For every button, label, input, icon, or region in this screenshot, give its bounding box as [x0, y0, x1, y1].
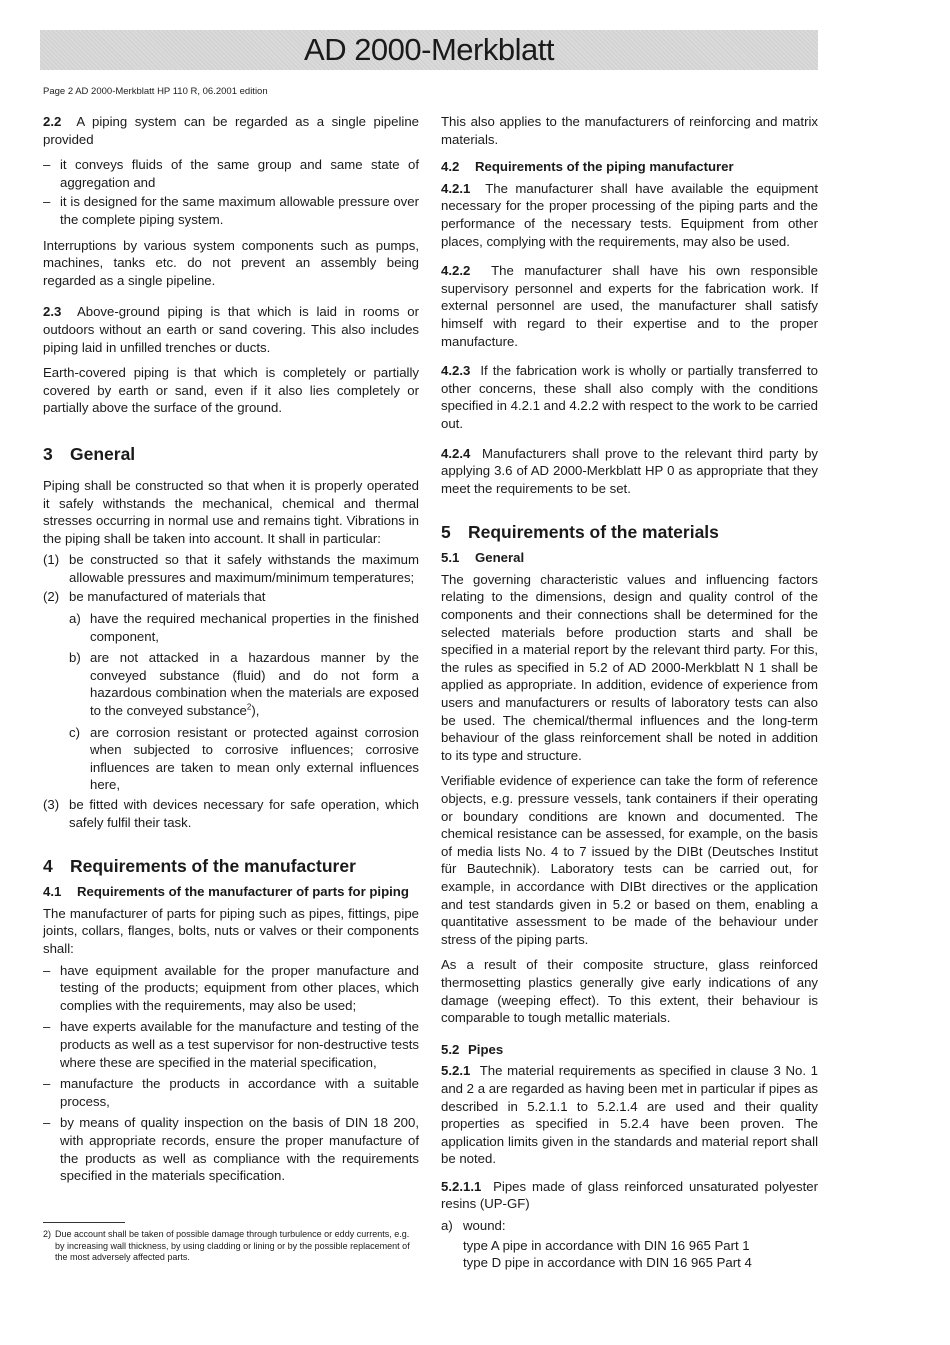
- item-marker: (3): [43, 797, 60, 812]
- pipe-type-line: type D pipe in accordance with DIN 16 965 Part 4: [463, 1255, 752, 1271]
- section-number: 3: [43, 443, 53, 464]
- section-heading-3: [43, 443, 419, 465]
- document-title: AD 2000-Merkblatt: [304, 32, 554, 67]
- clause-text: Above-ground piping is that which is laid in rooms or outdoors without an earth or sand covering. This also includes piping laid in unfilled trenches or ducts.: [43, 304, 420, 355]
- subsection-title: Requirements of the manufacturer of parts for piping: [77, 884, 409, 900]
- item-marker: b): [69, 650, 81, 666]
- subsection-number: 5.2: [441, 1041, 460, 1057]
- section-title: Requirements of the manufacturer: [70, 856, 356, 877]
- clause-5-2-1-1: [441, 1178, 818, 1213]
- list-item: [43, 962, 419, 1015]
- clause-2-2: [43, 113, 419, 148]
- clause-text: A piping system can be regarded as a single pipeline provided: [43, 114, 420, 147]
- clause-number: 4.2.3: [441, 363, 471, 379]
- item-text: be fitted with devices necessary for safe operation, which safely fulfil their task.: [69, 797, 419, 830]
- pipe-type-line: type A pipe in accordance with DIN 16 965 Part 1: [463, 1237, 750, 1253]
- clause-text: The material requirements as specified in clause 3 No. 1 and 2 a are regarded as having been met in particular if pipes as described in 5.2.1.1 to 5.2.1.4 are used and their quality properties as specified in 5.2.4 have been proven. The application limits given in the standards and material report shall be noted.: [441, 1063, 818, 1167]
- right-column: [441, 113, 818, 1272]
- paragraph: Interruptions by various system components such as pumps, machines, tanks etc. do not prevent an assembly being regarded as a single pipeline.: [43, 237, 419, 288]
- list-item-text: it conveys fluids of the same group and same state of aggregation and: [60, 157, 419, 190]
- clause-number: 4.2.2: [441, 263, 471, 279]
- dash-marker: –: [43, 1115, 51, 1131]
- dash-marker: –: [43, 157, 51, 173]
- paragraph: This also applies to the manufacturers of reinforcing and matrix materials.: [441, 114, 818, 147]
- item-text-end: ),: [251, 703, 260, 719]
- header-banner: [40, 30, 818, 70]
- footnote-ref: 2: [246, 702, 252, 712]
- clause-text: Pipes made of glass reinforced unsaturated polyester resins (UP-GF): [441, 1178, 818, 1212]
- dash-marker: –: [43, 1076, 51, 1092]
- item-text: are corrosion resistant or protected against corrosion when subjected to corrosive influences; corrosive influences are taken to mean only external influences here,: [90, 724, 419, 793]
- paragraph: The manufacturer of parts for piping such as pipes, fittings, pipe joints, collars, flanges, bolts, nuts or valves or their components shall:: [43, 905, 419, 956]
- numbered-item: [43, 796, 419, 831]
- item-text: have the required mechanical properties in the finished component,: [90, 611, 419, 644]
- section-heading-5: [441, 521, 818, 543]
- item-marker: c): [69, 724, 80, 740]
- numbered-item: [43, 551, 419, 586]
- left-column: [43, 113, 419, 1187]
- paragraph: Verifiable evidence of experience can take the form of reference objects, e.g. pressure vessels, tank containers if their operating or boundary conditions are known and documented. The chemical resistance can be assessed, for example, on the basis of media lists No. 4 to 7 issued by the DIBt (Deutsches Institut für Bautechnik). Laboratory tests can be carried out, for example, in accordance with DIBt directives or the application and test standards given in 5.2 or based on them, enabling a quantitative assessment to be made of the behaviour under stress of the piping parts.: [441, 773, 818, 947]
- subsection-heading-5-1: [441, 549, 818, 567]
- list-item: [43, 156, 419, 191]
- clause-text: Manufacturers shall prove to the relevant third party by applying 3.6 of AD 2000-Merkblatt HP 0 as appropriate that they meet the requirements to be set.: [441, 445, 819, 496]
- item-text: are not attacked in a hazardous manner by the conveyed substance (fluid) and do not form a hazardous combination when the materials are exposed to the conveyed substance: [90, 650, 419, 719]
- list-item: [43, 1018, 419, 1071]
- paragraph: Earth-covered piping is that which is completely or partially covered by earth or sand, even if it also lies completely or partially above the surface of the ground.: [43, 365, 419, 416]
- item-marker: (1): [43, 552, 60, 568]
- section-title: Requirements of the materials: [468, 522, 719, 543]
- item-marker: (2): [43, 589, 60, 605]
- numbered-item: [43, 588, 419, 606]
- paragraph: As a result of their composite structure, glass reinforced thermosetting plastics generally give early indications of any damage (weeping effect). To this extent, their behaviour is comparable to tough metallic materials.: [441, 957, 818, 1026]
- section-title: General: [70, 443, 136, 464]
- footnote: [43, 1229, 419, 1264]
- lettered-item: [441, 1217, 818, 1235]
- subsection-number: 5.1: [441, 550, 460, 566]
- section-heading-4: [43, 855, 419, 877]
- page-reference: Page 2 AD 2000-Merkblatt HP 110 R, 06.2001 edition: [43, 86, 268, 97]
- list-item-text: it is designed for the same maximum allowable pressure over the complete piping system.: [60, 194, 419, 227]
- clause-4-2-1: [441, 180, 818, 250]
- clause-number: 2.2: [43, 114, 62, 129]
- item-text: be manufactured of materials that: [69, 589, 266, 605]
- list-item: [43, 1114, 419, 1184]
- list-item-text: manufacture the products in accordance with a suitable process,: [60, 1076, 419, 1109]
- dash-marker: –: [43, 194, 51, 210]
- subsection-title: Requirements of the piping manufacturer: [475, 159, 734, 175]
- clause-2-3: [43, 303, 419, 356]
- lettered-item: [43, 610, 419, 645]
- list-item-text: by means of quality inspection on the basis of DIN 18 200, with appropriate records, ensure the proper manufacture of the products as well as compliance with the requirements specified in the materials specification.: [60, 1115, 419, 1184]
- clause-number: 5.2.1: [441, 1063, 471, 1079]
- dash-marker: –: [43, 962, 51, 978]
- lettered-item: [43, 649, 419, 719]
- subsection-number: 4.1: [43, 884, 62, 900]
- clause-4-2-2: [441, 262, 818, 350]
- lettered-item: [43, 724, 419, 794]
- clause-number: 4.2.1: [441, 180, 471, 196]
- subsection-title: Pipes: [468, 1041, 504, 1057]
- subsection-heading-4-1: [43, 883, 419, 901]
- item-text: wound:: [463, 1218, 506, 1234]
- clause-number: 5.2.1.1: [441, 1178, 482, 1194]
- clause-4-2-4: [441, 445, 818, 498]
- list-item-text: have equipment available for the proper manufacture and testing of the products; equipment from other places, which complies with the requirements, may also be used;: [60, 962, 419, 1013]
- clause-number: 4.2.4: [441, 445, 471, 461]
- dash-marker: –: [43, 1019, 51, 1035]
- item-marker: a): [441, 1218, 453, 1234]
- footnote-text: Due account shall be taken of possible damage through turbulence or eddy currents, e.g. by increasing wall thickness, by using cladding or lining or by the possible replacement of the most adversely affected parts.: [55, 1229, 410, 1262]
- clause-text: The manufacturer shall have his own responsible supervisory personnel and experts for the fabrication work. If external personnel are used, the manufacturer shall satisfy himself with regard to their expertise and to the proper manufacture.: [441, 263, 819, 349]
- subsection-heading-4-2: [441, 158, 818, 176]
- footnote-separator: [43, 1222, 125, 1223]
- subsection-title: General: [475, 550, 525, 566]
- item-marker: a): [69, 611, 81, 627]
- clause-text: The manufacturer shall have available the equipment necessary for the proper processing of the piping parts and the performance of the necessary tests. Equipment from other places, complying with the requirements, may also be used.: [441, 180, 819, 249]
- subsection-number: 4.2: [441, 159, 460, 175]
- list-item-text: have experts available for the manufacture and testing of the products as well as a test supervisor for non-destructive tests where these are specified in the material specification,: [60, 1019, 419, 1070]
- paragraph: The governing characteristic values and influencing factors relating to the dimensions, design and quality control of the components and their connections shall be determined for the selected materials before production starts and shall be specified in a material report by the relevant third party. For this, the rules as specified in 5.2 of AD 2000-Merkblatt N 1 shall be applied as appropriate. In addition, evidence of experience from users and manufacturers or results of laboratory tests can also be used. The chemical/thermal influences and the long-term behaviour of the glass reinforcement shall be noted in addition to its type and structure.: [441, 571, 818, 763]
- clause-5-2-1: [441, 1062, 818, 1168]
- section-number: 4: [43, 856, 53, 877]
- list-item: [43, 193, 419, 228]
- section-number: 5: [441, 522, 451, 543]
- clause-4-2-3: [441, 362, 818, 432]
- clause-number: 2.3: [43, 304, 62, 320]
- paragraph: Piping shall be constructed so that when it is properly operated it safely withstands the mechanical, chemical and thermal stresses occurring in normal use and remains tight. Vibrations in the piping shall be taken into account. It shall in particular:: [43, 477, 419, 546]
- clause-text: If the fabrication work is wholly or partially transferred to other concerns, these shall also comply with the conditions specified in 4.2.1 and 4.2.2 with respect to the work to be carried out.: [441, 363, 818, 431]
- item-text: be constructed so that it safely withstands the maximum allowable pressures and maximum/minimum temperatures;: [69, 552, 419, 585]
- subsection-heading-5-2: [441, 1041, 818, 1059]
- list-item: [43, 1075, 419, 1110]
- footnote-marker: 2): [43, 1229, 52, 1239]
